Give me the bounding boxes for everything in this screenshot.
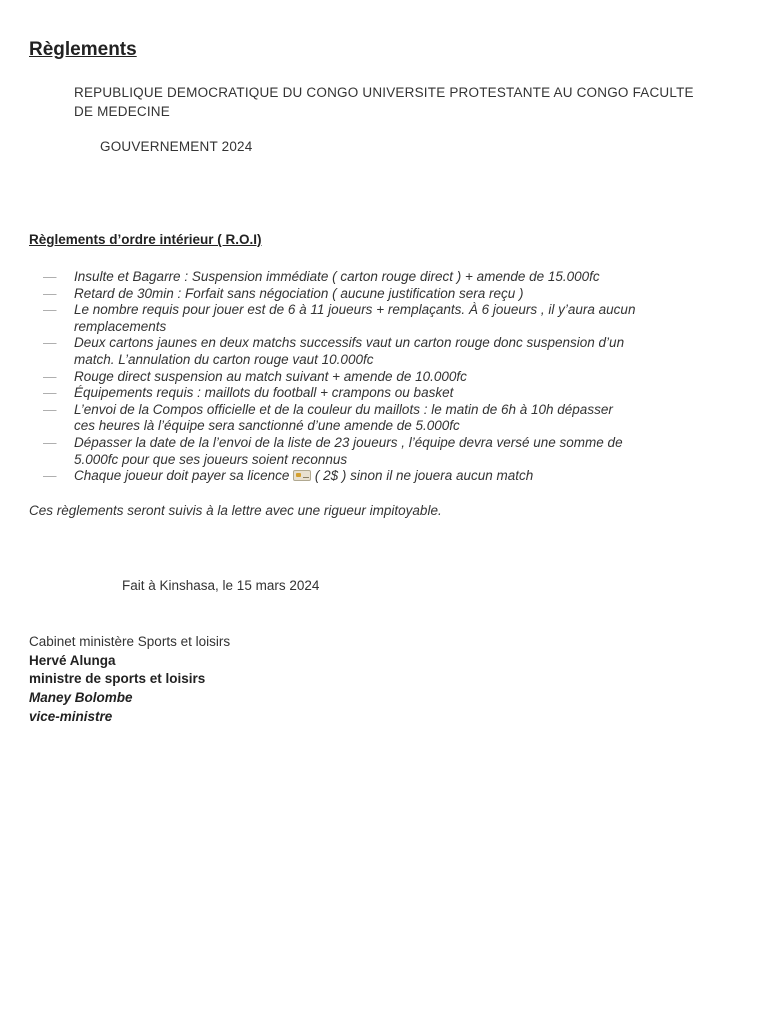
government-label: GOUVERNEMENT 2024 xyxy=(100,139,253,154)
bullet-dash: — xyxy=(43,468,57,484)
closing-statement: Ces règlements seront suivis à la lettre avec une rigueur impitoyable. xyxy=(29,503,442,518)
signature-minister-title: ministre de sports et loisirs xyxy=(29,671,206,687)
signature-vice-minister-title: vice-ministre xyxy=(29,708,113,724)
bullet-dash: — xyxy=(43,434,57,450)
rules-list xyxy=(0,269,768,485)
bullet-dash: — xyxy=(43,285,57,301)
rule-text-after-icon: ( 2$ ) sinon il ne jouera aucun match xyxy=(314,468,534,484)
rule-text: Deux cartons jaunes en deux matchs successifs vaut un carton rouge donc suspension d’un xyxy=(74,335,625,351)
bullet-dash: — xyxy=(43,269,57,284)
rule-item xyxy=(0,402,768,435)
rule-text: Insulte et Bagarre : Suspension immédiate ( carton rouge direct ) + amende de 15.000fc xyxy=(74,269,600,284)
bullet-dash: — xyxy=(43,401,57,417)
rule-item xyxy=(0,335,768,368)
date-line: Fait à Kinshasa, le 15 mars 2024 xyxy=(122,578,320,593)
header-line-1: REPUBLIQUE DEMOCRATIQUE DU CONGO UNIVERSITE PROTESTANTE AU CONGO FACULTE xyxy=(74,85,694,100)
rule-text-continued: ces heures là l’équipe sera sanctionné d’une amende de 5.000fc xyxy=(74,418,460,434)
rule-item xyxy=(0,435,768,468)
rule-text: Le nombre requis pour jouer est de 6 à 11 joueurs + remplaçants. À 6 joueurs , il y’aura aucun xyxy=(74,302,636,318)
signature-minister-name: Hervé Alunga xyxy=(29,652,116,668)
id-card-icon xyxy=(293,470,311,481)
section-heading-roi: Règlements d’ordre intérieur ( R.O.I) xyxy=(29,232,262,247)
rule-item xyxy=(0,385,768,402)
rule-text: Dépasser la date de la l’envoi de la liste de 23 joueurs , l’équipe devra versé une somme de xyxy=(74,434,623,450)
bullet-dash: — xyxy=(43,302,57,318)
rule-item xyxy=(0,302,768,335)
bullet-dash: — xyxy=(43,385,57,401)
rule-item xyxy=(0,269,768,286)
rule-text: Équipements requis : maillots du football + crampons ou basket xyxy=(74,385,454,401)
rule-text: L’envoi de la Compos officielle et de la couleur du maillots : le matin de 6h à 10h dépasser xyxy=(74,401,613,417)
signature-vice-minister-name: Maney Bolombe xyxy=(29,690,133,706)
bullet-dash: — xyxy=(43,368,57,384)
signature-block xyxy=(29,633,230,727)
rule-text: Retard de 30min : Forfait sans négociation ( aucune justification sera reçu ) xyxy=(74,285,524,301)
rule-text-continued: remplacements xyxy=(74,318,167,334)
rule-item xyxy=(0,286,768,303)
signature-cabinet: Cabinet ministère Sports et loisirs xyxy=(29,634,231,649)
document-title: Règlements xyxy=(29,39,137,60)
bullet-dash: — xyxy=(43,335,57,351)
rule-text: Rouge direct suspension au match suivant + amende de 10.000fc xyxy=(74,368,467,384)
rule-item-license xyxy=(0,468,768,485)
rule-text: Chaque joueur doit payer sa licence xyxy=(74,468,290,484)
rule-item xyxy=(0,369,768,386)
rule-text-continued: match. L’annulation du carton rouge vaut 10.000fc xyxy=(74,351,374,367)
rule-text-continued: 5.000fc pour que ses joueurs soient reconnus xyxy=(74,451,348,467)
header-line-2: DE MEDECINE xyxy=(74,104,170,119)
